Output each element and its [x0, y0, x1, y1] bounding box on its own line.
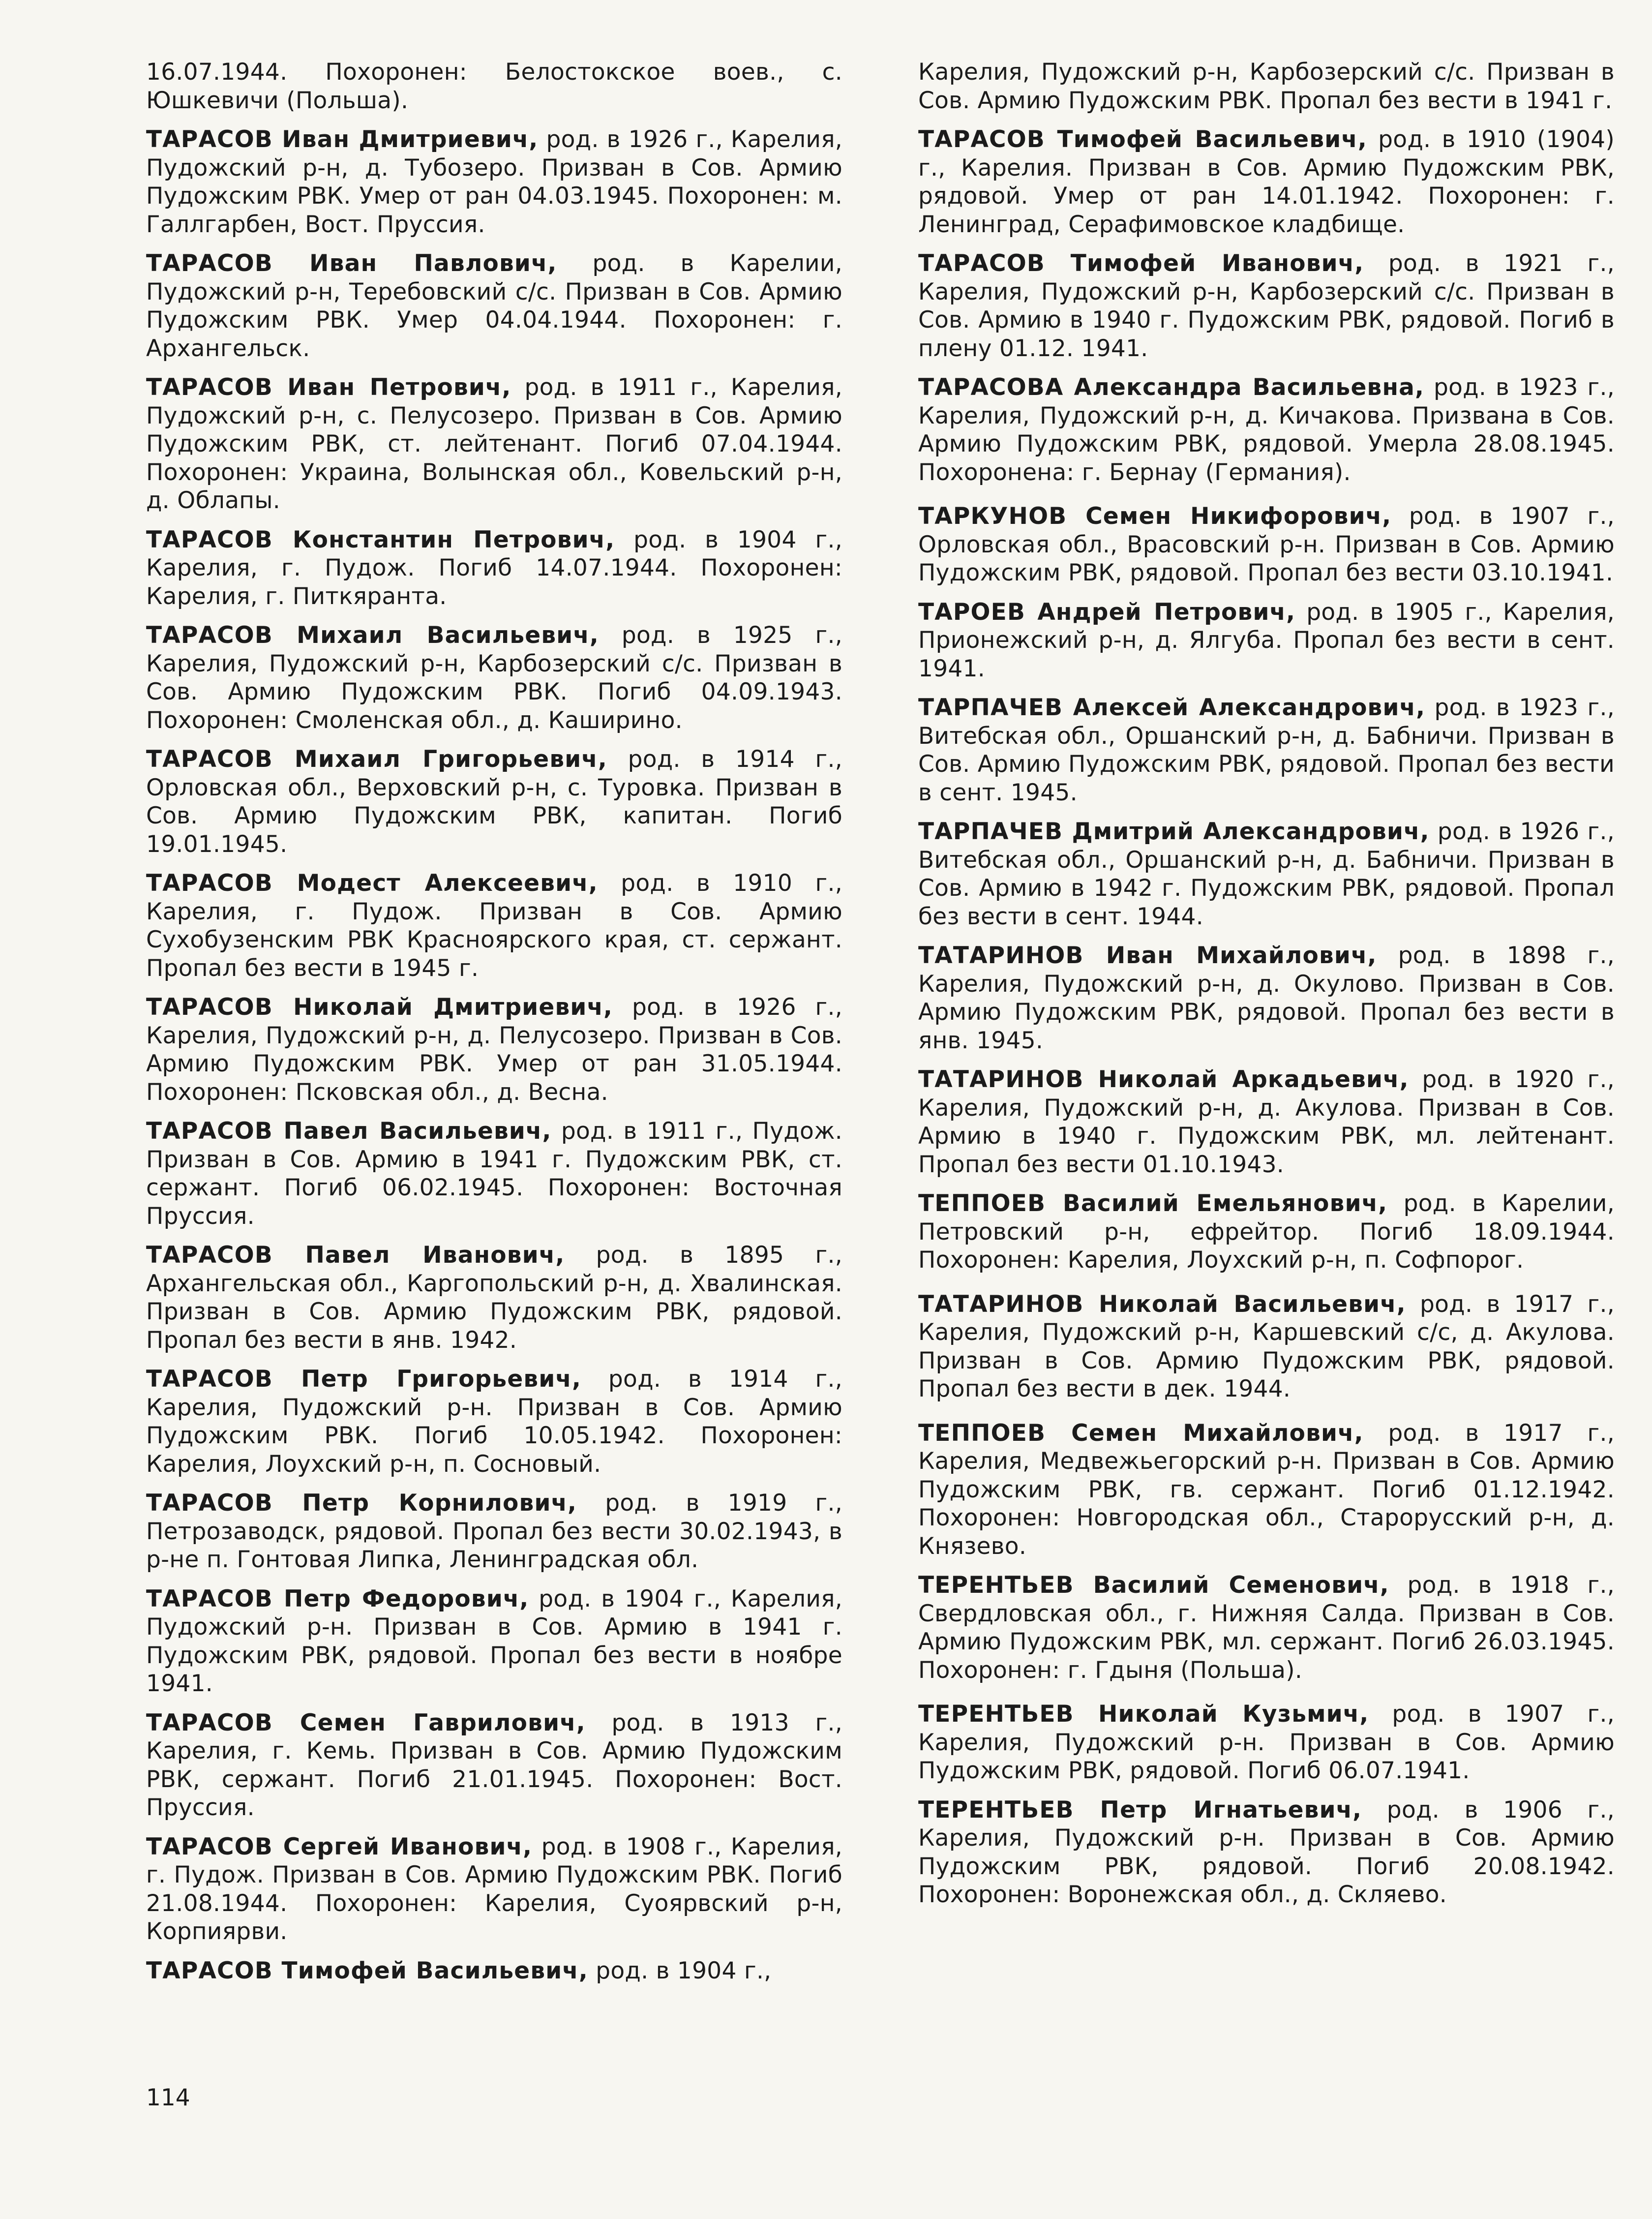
entry — [918, 1571, 1615, 1684]
entry-name: ТАРАСОВ Тимофей Васильевич, — [146, 1957, 588, 1984]
entry — [146, 58, 842, 115]
entry — [146, 526, 842, 611]
entry-text: род. в 1904 г., — [588, 1957, 772, 1984]
entry-text: род. в 1923 г., Витебская обл., Оршанский р-н, д. Бабничи. Призван в Сов. Армию Пудожским РВК, рядовой. Пропал без вести в сент. 1945. — [918, 694, 1615, 806]
entry-name: ТАРАСОВ Иван Петрович, — [146, 374, 511, 401]
entry — [146, 1117, 842, 1230]
entry-name: ТАРПАЧЕВ Алексей Александрович, — [918, 694, 1426, 721]
entry-text: род. в 1919 г., Петрозаводск, рядовой. Пропал без вести 30.02.1943, в р-не п. Гонтовая Липка, Ленинградская обл. — [146, 1489, 842, 1573]
entry — [918, 502, 1615, 587]
entry — [918, 125, 1615, 239]
entry-text: род. в 1907 г., Орловская обл., Врасовский р-н. Призван в Сов. Армию Пудожским РВК, рядовой. Пропал без вести 03.10.1941. — [918, 503, 1615, 586]
entry-name: ТЕРЕНТЬЕВ Николай Кузьмич, — [918, 1701, 1369, 1728]
entry — [146, 1241, 842, 1354]
entry-name: ТАРАСОВ Тимофей Иванович, — [918, 250, 1364, 277]
entry — [146, 1365, 842, 1478]
entry-text: род. в 1920 г., Карелия, Пудожский р-н, д. Акулова. Призван в Сов. Армию в 1940 г. Пудожским РВК, мл. лейтенант. Пропал без вести 01.10.1943. — [918, 1066, 1615, 1178]
entry — [146, 1585, 842, 1698]
entry-text: род. в 1907 г., Карелия, Пудожский р-н. Призван в Сов. Армию Пудожским РВК, рядовой. Погиб 06.07.1941. — [918, 1701, 1615, 1784]
entry — [918, 1700, 1615, 1785]
entry-name: ТАТАРИНОВ Николай Васильевич, — [918, 1290, 1406, 1318]
entry-name: ТАРАСОВ Николай Дмитриевич, — [146, 994, 613, 1021]
entry-text: род. в 1926 г., Карелия, Пудожский р-н, д. Пелусозеро. Призван в Сов. Армию Пудожским РВК. Умер от ран 31.05.1944. Похоронен: Псковская обл., д. Весна. — [146, 994, 842, 1106]
entry-name: ТАРАСОВ Петр Корнилович, — [146, 1489, 577, 1517]
entry-text: род. в 1923 г., Карелия, Пудожский р-н, д. Кичакова. Призвана в Сов. Армию Пудожским РВК, рядовой. Умерла 28.08.1945. Похоронена: г. Бернау (Германия). — [918, 374, 1615, 486]
entry-text: род. в 1925 г., Карелия, Пудожский р-н, Карбозерский с/с. Призван в Сов. Армию Пудожским РВК. Погиб 04.09.1943. Похоронен: Смоленская обл., д. Каширино. — [146, 622, 842, 734]
entry-name: ТАРАСОВ Иван Павлович, — [146, 250, 557, 277]
entry-name: ТАРАСОВ Модест Алексеевич, — [146, 870, 598, 897]
entry-text: род. в 1917 г., Карелия, Медвежьегорский р-н. Призван в Сов. Армию Пудожским РВК, гв. сержант. Погиб 01.12.1942. Похоронен: Новгородская обл., Старорусский р-н, д. Князево. — [918, 1419, 1615, 1560]
entry-text: род. в 1904 г., Карелия, Пудожский р-н. Призван в Сов. Армию в 1941 г. Пудожским РВК, рядовой. Пропал без вести в ноябре 1941. — [146, 1585, 842, 1697]
entry — [146, 869, 842, 982]
entry — [918, 818, 1615, 931]
entry-text: род. в Карелии, Петровский р-н, ефрейтор. Погиб 18.09.1944. Похоронен: Карелия, Лоухский р-н, п. Софпорог. — [918, 1190, 1615, 1274]
entry — [146, 621, 842, 734]
entry — [146, 993, 842, 1106]
entry — [918, 373, 1615, 486]
entry-text: род. в 1926 г., Карелия, Пудожский р-н, д. Тубозеро. Призван в Сов. Армию Пудожским РВК. Умер от ран 04.03.1945. Похоронен: м. Галлгарбен, Вост. Пруссия. — [146, 126, 843, 238]
entry-name: ТЕППОЕВ Семен Михайлович, — [918, 1419, 1364, 1447]
entry — [146, 1957, 842, 1985]
entry-name: ТАРАСОВ Иван Дмитриевич, — [146, 126, 539, 153]
entry — [146, 1489, 842, 1574]
entry — [918, 1796, 1615, 1909]
entry-name: ТЕРЕНТЬЕВ Петр Игнатьевич, — [918, 1796, 1362, 1824]
entry-name: ТЕППОЕВ Василий Емельянович, — [918, 1190, 1388, 1217]
entry-name: ТАРПАЧЕВ Дмитрий Александрович, — [918, 818, 1430, 845]
entry — [146, 1833, 842, 1946]
entry — [146, 249, 842, 363]
entry-text: род. в 1908 г., Карелия, г. Пудож. Призван в Сов. Армию Пудожским РВК. Погиб 21.08.1944. Похоронен: Карелия, Суоярвский р-н, Корпиярви. — [146, 1833, 843, 1945]
entry-text: род. в 1913 г., Карелия, г. Кемь. Призван в Сов. Армию Пудожским РВК, сержант. Погиб 21.01.1945. Похоронен: Вост. Пруссия. — [146, 1709, 842, 1821]
entry-name: ТАРАСОВ Павел Васильевич, — [146, 1118, 552, 1145]
entry — [146, 745, 842, 858]
entry-name: ТАРАСОВ Семен Гаврилович, — [146, 1709, 586, 1736]
entry-text: род. в 1910 (1904) г., Карелия. Призван в Сов. Армию Пудожским РВК, рядовой. Умер от ран 14.01.1942. Похоронен: г. Ленинград, Серафимовское кладбище. — [918, 126, 1615, 238]
entry-text: род. в 1911 г., Пудож. Призван в Сов. Армию в 1941 г. Пудожским РВК, ст. сержант. Погиб 06.02.1945. Похоронен: Восточная Пруссия. — [146, 1118, 842, 1230]
entry-name: ТАТАРИНОВ Иван Михайлович, — [918, 942, 1377, 969]
entry-text: 16.07.1944. Похоронен: Белостокское воев., с. Юшкевичи (Польша). — [146, 59, 842, 114]
entry-name: ТАРАСОВ Тимофей Васильевич, — [918, 126, 1367, 153]
entry-text: род. в Карелии, Пудожский р-н, Теребовский с/с. Призван в Сов. Армию Пудожским РВК. Умер 04.04.1944. Похоронен: г. Архангельск. — [146, 250, 842, 362]
entry-text: Карелия, Пудожский р-н, Карбозерский с/с. Призван в Сов. Армию Пудожским РВК. Пропал без вести в 1941 г. — [918, 59, 1615, 114]
entry — [146, 1709, 842, 1822]
entry-text: род. в 1917 г., Карелия, Пудожский р-н, Каршевский с/с, д. Акулова. Призван в Сов. Армию Пудожским РВК, рядовой. Пропал без вести в дек. 1944. — [918, 1290, 1615, 1402]
entry-name: ТАРАСОВ Михаил Васильевич, — [146, 622, 599, 649]
entry-text: род. в 1910 г., Карелия, г. Пудож. Призван в Сов. Армию Сухобузенским РВК Красноярского края, ст. сержант. Пропал без вести в 1945 г. — [146, 870, 842, 982]
entry-name: ТЕРЕНТЬЕВ Василий Семенович, — [918, 1572, 1389, 1599]
entry-text: род. в 1904 г., Карелия, г. Пудож. Погиб 14.07.1944. Похоронен: Карелия, г. Питкяранта. — [146, 526, 842, 610]
entry — [918, 1419, 1615, 1561]
entry — [918, 942, 1615, 1055]
entry-text: род. в 1906 г., Карелия, Пудожский р-н. Призван в Сов. Армию Пудожским РВК, рядовой. Погиб 20.08.1942. Похоронен: Воронежская обл., д. Скляево. — [918, 1796, 1615, 1908]
entry-text: род. в 1926 г., Витебская обл., Оршанский р-н, д. Бабничи. Призван в Сов. Армию в 1942 г. Пудожским РВК, рядовой. Пропал без вести в сент. 1944. — [918, 818, 1615, 930]
entry-name: ТАРАСОВА Александра Васильевна, — [918, 374, 1425, 401]
entry — [918, 694, 1615, 807]
entry-name: ТАТАРИНОВ Николай Аркадьевич, — [918, 1066, 1409, 1093]
entry — [918, 249, 1615, 363]
entry — [918, 1065, 1615, 1179]
entry-name: ТАРАСОВ Константин Петрович, — [146, 526, 615, 553]
entry-text: род. в 1895 г., Архангельская обл., Каргопольский р-н, д. Хвалинская. Призван в Сов. Армию Пудожским РВК, рядовой. Пропал без вести в янв. 1942. — [146, 1242, 842, 1354]
entry-name: ТАРАСОВ Петр Федорович, — [146, 1585, 529, 1612]
entry — [918, 598, 1615, 683]
page-number: 114 — [146, 2084, 190, 2111]
entry-text: род. в 1898 г., Карелия, Пудожский р-н, д. Окулово. Призван в Сов. Армию Пудожским РВК, рядовой. Пропал без вести в янв. 1945. — [918, 942, 1615, 1054]
entry-text: род. в 1914 г., Карелия, Пудожский р-н. Призван в Сов. Армию Пудожским РВК. Погиб 10.05.1942. Похоронен: Карелия, Лоухский р-н, п. Сосновый. — [146, 1366, 842, 1478]
entry — [918, 58, 1615, 115]
entry-text: род. в 1918 г., Свердловская обл., г. Нижняя Салда. Призван в Сов. Армию Пудожским РВК, мл. сержант. Погиб 26.03.1945. Похоронен: г. Гдыня (Польша). — [918, 1572, 1615, 1684]
entry — [918, 1290, 1615, 1403]
entry-name: ТАРОЕВ Андрей Петрович, — [918, 598, 1296, 626]
entry — [918, 1189, 1615, 1275]
entry — [146, 125, 842, 239]
entry — [146, 373, 842, 515]
entry-name: ТАРАСОВ Михаил Григорьевич, — [146, 746, 607, 773]
entry-name: ТАРКУНОВ Семен Никифорович, — [918, 503, 1392, 530]
entry-text: род. в 1905 г., Карелия, Прионежский р-н, д. Ялгуба. Пропал без вести в сент. 1941. — [918, 598, 1615, 682]
left-column — [146, 58, 842, 1996]
right-column — [918, 58, 1615, 1920]
entry-text: род. в 1921 г., Карелия, Пудожский р-н, Карбозерский с/с. Призван в Сов. Армию в 1940 г. Пудожским РВК, рядовой. Погиб в плену 01.12. 1941. — [918, 250, 1615, 362]
entry-name: ТАРАСОВ Павел Иванович, — [146, 1242, 565, 1269]
entry-text: род. в 1911 г., Карелия, Пудожский р-н, с. Пелусозеро. Призван в Сов. Армию Пудожским РВК, ст. лейтенант. Погиб 07.04.1944. Похоронен: Украина, Волынская обл., Ковельский р-н, д. Облапы. — [146, 374, 842, 514]
entry-name: ТАРАСОВ Сергей Иванович, — [146, 1833, 533, 1860]
entry-text: род. в 1914 г., Орловская обл., Верховский р-н, с. Туровка. Призван в Сов. Армию Пудожским РВК, капитан. Погиб 19.01.1945. — [146, 746, 842, 858]
entry-name: ТАРАСОВ Петр Григорьевич, — [146, 1366, 582, 1393]
